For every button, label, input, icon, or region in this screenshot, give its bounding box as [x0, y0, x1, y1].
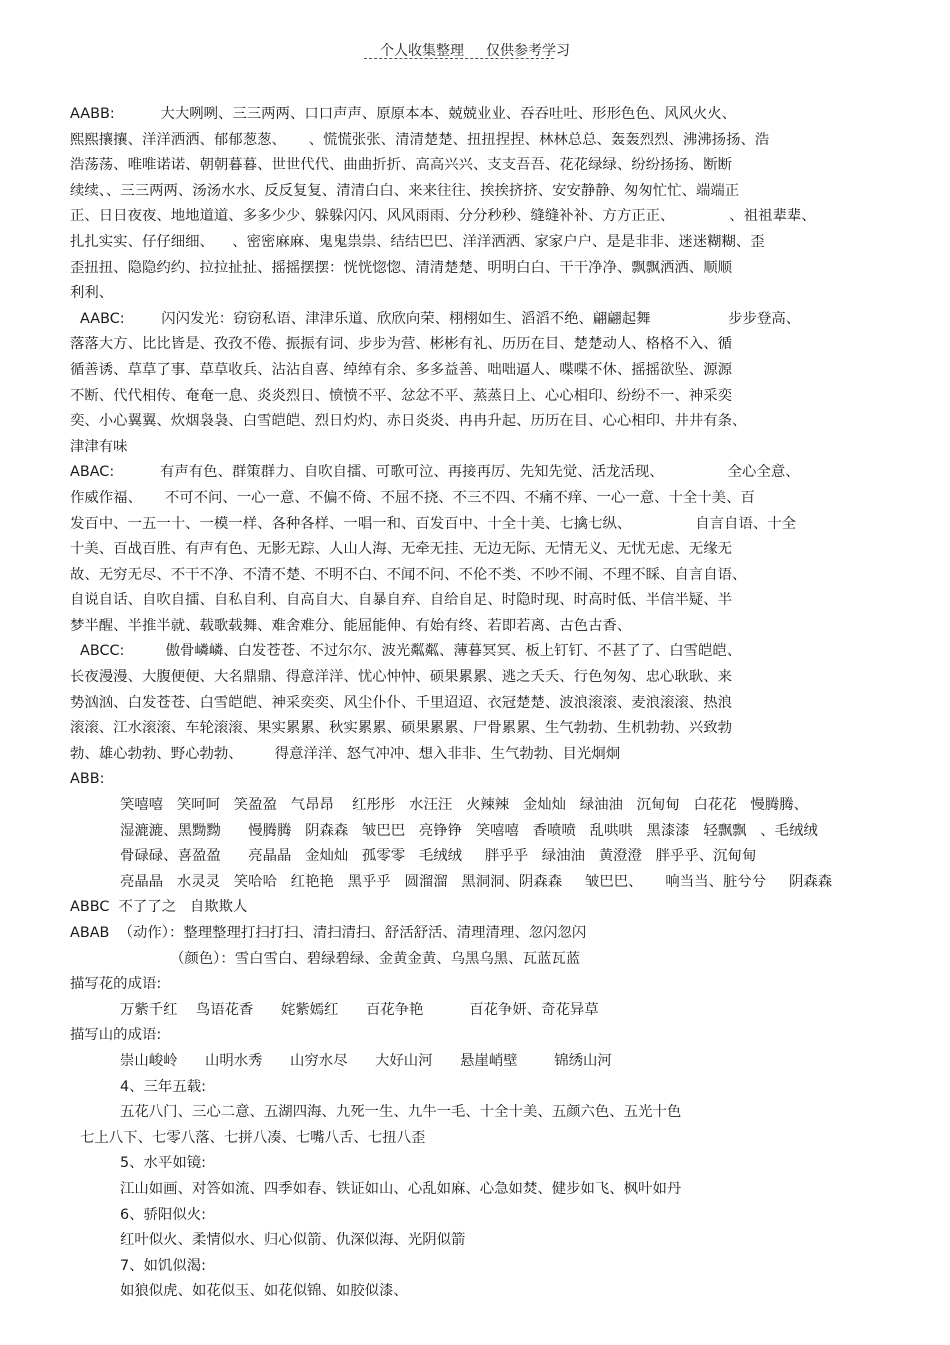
text-line: 滚滚、江水滚滚、车轮滚滚、果实累累、秋实累累、硕果累累、尸骨累累、生气勃勃、生机勃勃、兴致勃: [70, 720, 732, 737]
header-left-text: 个人收集整理: [380, 43, 464, 59]
text-line: 骨碌碌、喜盈盈 亮晶晶 金灿灿 孤零零 毛绒绒 胖乎乎 绿油油 黄澄澄 胖乎乎、沉甸甸: [120, 848, 757, 865]
text-line: 万紫千红 鸟语花香 姹紫嫣红 百花争艳 百花争妍、奇花异草: [120, 1001, 599, 1018]
page-header: [0, 40, 950, 60]
text-line: 4、三年五载:: [120, 1078, 206, 1095]
text-line: 利利、: [70, 285, 114, 302]
text-line: 自说自话、自吹自擂、自私自利、自高自大、自暴自弃、自给自足、时隐时现、时高时低、半信半疑、半: [70, 592, 732, 609]
text-line: 发百中、一五一十、一模一样、各种各样、一唱一和、百发百中、十全十美、七擒七纵、 自言自语、十全: [70, 515, 797, 532]
text-line: 续续、、三三两两、汤汤水水、反反复复、清清白白、来来往往、挨挨挤挤、安安静静、匆匆忙忙、端端正: [70, 182, 740, 199]
text-line: 红叶似火、柔情似水、归心似箭、仇深似海、光阴似箭: [120, 1232, 466, 1249]
text-line: ABB:: [70, 771, 105, 788]
header-dashed-rule: [364, 58, 554, 59]
text-line: 作威作福、 不可不问、一心一意、不偏不倚、不屈不挠、不三不四、不痛不痒、一心一意、十全十美、百: [70, 489, 755, 506]
text-line: 津津有味: [70, 438, 128, 455]
text-line: ABBC 不了了之 自欺欺人: [70, 899, 248, 916]
text-line: 七上八下、七零八落、七拼八凑、七嘴八舌、七扭八歪: [80, 1129, 426, 1146]
text-line: 长夜漫漫、大腹便便、大名鼎鼎、得意洋洋、忧心忡忡、硕果累累、逃之夭夭、行色匆匆、忠心耿耿、来: [70, 669, 732, 686]
text-line: 江山如画、对答如流、四季如春、铁证如山、心乱如麻、心急如焚、健步如飞、枫叶如丹: [120, 1180, 682, 1197]
text-line: 落落大方、比比皆是、孜孜不倦、振振有词、步步为营、彬彬有礼、历历在目、楚楚动人、格格不入、循: [70, 336, 732, 353]
text-line: 描写山的成语:: [70, 1027, 162, 1044]
text-line: 梦半醒、半推半就、载歌载舞、难舍难分、能屈能伸、有始有终、若即若离、古色古香、: [70, 617, 632, 634]
text-line: 正、日日夜夜、地地道道、多多少少、躲躲闪闪、风风雨雨、分分秒秒、缝缝补补、方方正正、 、祖祖辈辈、: [70, 208, 816, 225]
text-line: （颜色）：雪白雪白、碧绿碧绿、金黄金黄、乌黑乌黑、瓦蓝瓦蓝: [170, 950, 581, 967]
header-right-text: 仅供参考学习: [486, 43, 570, 59]
text-line: 五花八门、三心二意、五湖四海、九死一生、九牛一毛、十全十美、五颜六色、五光十色: [120, 1104, 682, 1121]
text-line: 势汹汹、白发苍苍、白雪皑皑、神采奕奕、风尘仆仆、千里迢迢、衣冠楚楚、波浪滚滚、麦浪滚滚、热浪: [70, 694, 732, 711]
text-line: 奕、小心翼翼、炊烟袅袅、白雪皑皑、烈日灼灼、赤日炎炎、冉冉升起、历历在目、心心相印、井井有条、: [70, 413, 747, 430]
text-line: AABC: 闪闪发光：窃窃私语、津津乐道、欣欣向荣、栩栩如生、滔滔不绝、翩翩起舞 步步登高、: [80, 310, 801, 327]
text-line: ABAC: 有声有色、群策群力、自吹自擂、可歌可泣、再接再厉、先知先觉、活龙活现、 全心全意、: [70, 464, 800, 481]
text-line: 笑嘻嘻 笑呵呵 笑盈盈 气昂昂 红彤彤 水汪汪 火辣辣 金灿灿 绿油油 沉甸甸 白花花 慢腾腾、: [120, 797, 808, 814]
text-line: 循善诱、草草了事、草草收兵、沾沾自喜、绰绰有余、多多益善、咄咄逼人、喋喋不休、摇摇欲坠、源源: [70, 361, 732, 378]
text-line: 湿漉漉、黑黝黝 慢腾腾 阴森森 皱巴巴 亮铮铮 笑嘻嘻 香喷喷 乱哄哄 黑漆漆 轻飘飘 、毛绒绒: [120, 822, 818, 839]
text-line: 歪扭扭、隐隐约约、拉拉扯扯、摇摇摆摆：恍恍惚惚、清清楚楚、明明白白、干干净净、飘飘洒洒、顺顺: [70, 259, 732, 276]
text-line: ABAB （动作）：整理整理打扫打扫、清扫清扫、舒活舒活、清理清理、忽闪忽闪: [70, 925, 587, 941]
text-line: 5、水平如镜:: [120, 1155, 206, 1172]
document-body: [70, 102, 870, 1305]
text-line: 描写花的成语:: [70, 976, 162, 993]
text-line: 7、如饥似渴:: [120, 1257, 206, 1274]
text-line: 浩荡荡、唯唯诺诺、朝朝暮暮、世世代代、曲曲折折、高高兴兴、支支吾吾、花花绿绿、纷纷扬扬、断断: [70, 157, 732, 174]
text-line: 不断、代代相传、奄奄一息、炎炎烈日、愤愤不平、忿忿不平、蒸蒸日上、心心相印、纷纷不一、神采奕: [70, 387, 732, 404]
text-line: 熙熙攘攘、洋洋洒洒、郁郁葱葱、 、慌慌张张、清清楚楚、扭扭捏捏、林林总总、轰轰烈烈、沸沸扬扬、浩: [70, 131, 770, 148]
text-line: 亮晶晶 水灵灵 笑哈哈 红艳艳 黑乎乎 圆溜溜 黑洞洞、阴森森 皱巴巴、 响当当、脏兮兮 阴森森: [120, 873, 833, 890]
text-line: AABB: 大大咧咧、三三两两、口口声声、原原本本、兢兢业业、吞吞吐吐、形形色色、风风火火、: [70, 106, 737, 122]
text-line: 扎扎实实、仔仔细细、 、密密麻麻、鬼鬼祟祟、结结巴巴、洋洋洒洒、家家户户、是是非非、迷迷糊糊、歪: [70, 233, 765, 250]
text-line: 故、无穷无尽、不干不净、不清不楚、不明不白、不闻不问、不伦不类、不吵不闹、不理不睬、自言自语、: [70, 566, 747, 583]
text-line: 如狼似虎、如花似玉、如花似锦、如胶似漆、: [120, 1283, 408, 1300]
text-line: 十美、百战百胜、有声有色、无影无踪、人山人海、无牵无挂、无边无际、无情无义、无忧无虑、无缘无: [70, 541, 732, 558]
text-line: 崇山峻岭 山明水秀 山穷水尽 大好山河 悬崖峭壁 锦绣山河: [120, 1052, 612, 1069]
text-line: 勃、雄心勃勃、野心勃勃、 得意洋洋、怒气冲冲、想入非非、生气勃勃、目光炯炯: [70, 745, 621, 762]
text-line: 6、骄阳似火:: [120, 1206, 206, 1223]
text-line: ABCC: 傲骨嶙嶙、白发苍苍、不过尔尔、波光粼粼、薄暮冥冥、板上钉钉、不甚了了、白雪皑皑、: [80, 643, 742, 660]
